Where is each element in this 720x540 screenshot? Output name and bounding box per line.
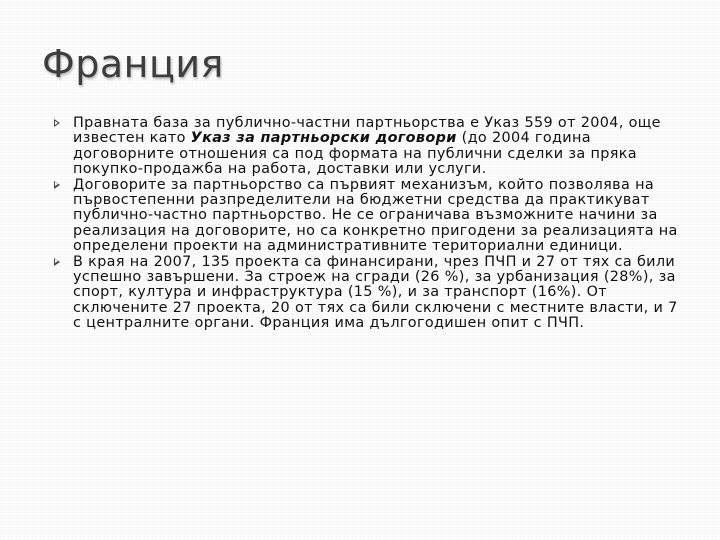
bullet-arrow-icon [54, 258, 60, 266]
bullet-text: В края на 2007, 135 проекта са финансирани, чрез ПЧП и 27 от тях са били успешно завършени. За строеж на сгради (26 %), за урбанизация (28%), за спорт, култура и инфраструктура (15 %), и за транспорт (16%). От сключените 27 проекта, 20 от тях са били сключени с местните власти, и 7 с централните органи. Франция има дългогодишен опит с ПЧП. [73, 253, 678, 332]
bullet-item [54, 116, 690, 178]
bullet-list [54, 116, 690, 332]
bullet-emphasis-text: Указ за партньорски договори [190, 130, 457, 147]
bullet-text: Правната база за публично-частни партньорства е Указ 559 от 2004, още известен като [73, 115, 661, 147]
bullet-arrow-icon [54, 119, 60, 127]
bullet-text: Договорите за партньорство са първият механизъм, който позволява на първостепенни разпределители на бюджетни средства да практикуват публично-частно партньорство. Не се ограничава възможните начини за реализация на договорите, но са конкретно пригодени за реализацията на определени проекти на административните териториални единици. [73, 176, 678, 255]
bullet-item [54, 255, 690, 332]
bullet-arrow-icon [54, 181, 60, 189]
slide-title: Франция [42, 42, 224, 86]
bullet-text: (до 2004 година договорните отношения са под формата на публични сделки за пряка покупко-продажба на работа, доставки или услуги. [73, 130, 637, 178]
bullet-item [54, 178, 690, 255]
